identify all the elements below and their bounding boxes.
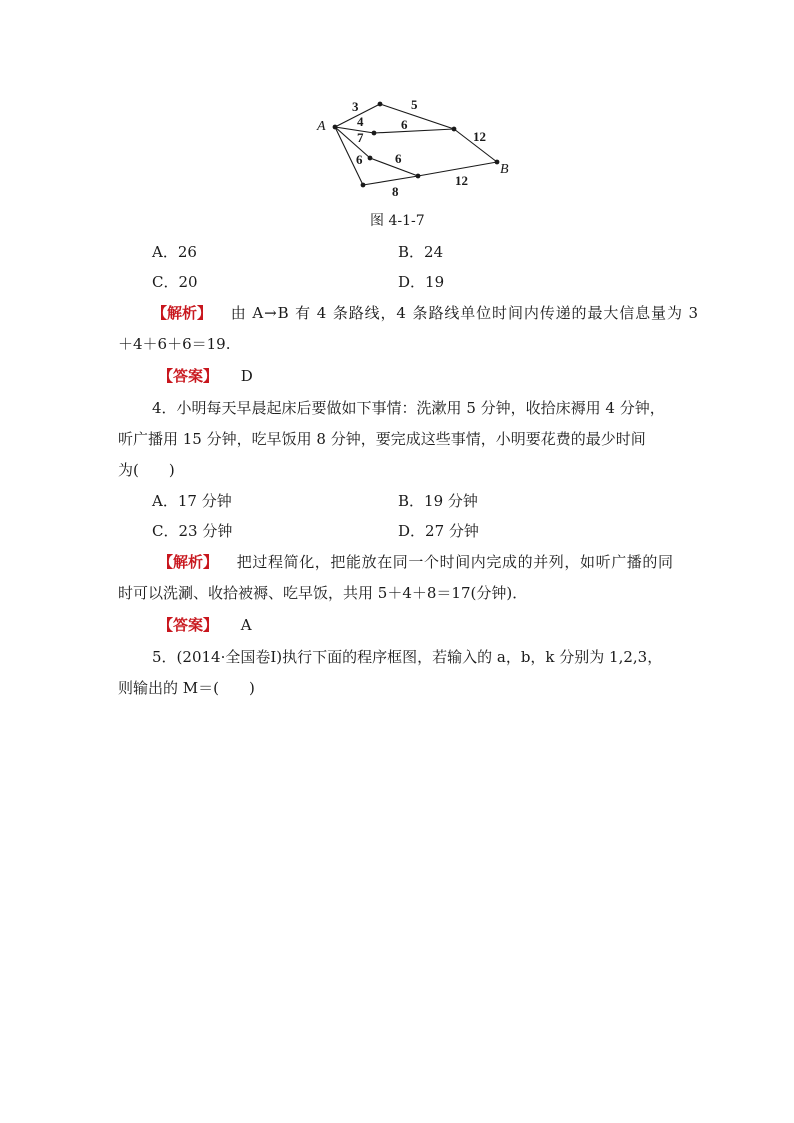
q3-analysis — [152, 303, 699, 323]
answer-tag: 【答案】 — [158, 367, 219, 385]
q4-answer — [158, 615, 252, 635]
q4-option-d: D．27 分钟 — [398, 522, 479, 540]
node-a — [333, 125, 338, 130]
node-top — [378, 102, 383, 107]
edge-label: 7 — [357, 130, 364, 145]
node-label-a: A — [317, 119, 326, 134]
edge-label: 3 — [352, 99, 359, 114]
node-low — [416, 174, 421, 179]
q4-option-b: B．19 分钟 — [398, 492, 478, 510]
edge-inner-low — [370, 158, 418, 176]
q4-analysis — [158, 552, 674, 572]
edge-label: 4 — [357, 114, 364, 129]
q4-option-c: C．23 分钟 — [152, 522, 233, 540]
q4-stem-line3: 为( ) — [118, 461, 175, 479]
edge-bottom-low — [363, 176, 418, 185]
edge-label: 6 — [356, 152, 363, 167]
q3-option-b: B．24 — [398, 243, 444, 261]
edge-label: 8 — [392, 184, 399, 199]
q4-stem-line2: 听广播用 15 分钟，吃早饭用 8 分钟，要完成这些事情，小明要花费的最少时间 — [118, 430, 646, 448]
edge-label: 12 — [455, 173, 468, 188]
node-label-b: B — [500, 162, 509, 177]
q3-answer — [158, 366, 253, 386]
answer-tag: 【答案】 — [158, 616, 219, 634]
q3-option-d: D．19 — [398, 273, 445, 291]
edge-label: 6 — [395, 151, 402, 166]
q5-stem-line2: 则输出的 M＝( ) — [118, 679, 255, 697]
q5-stem-line1: 5．(2014·全国卷Ⅰ)执行下面的程序框图，若输入的 a，b，k 分别为 1,2,3， — [152, 648, 663, 666]
q4-analysis-line2: 时可以洗涮、收拾被褥、吃早饭，共用 5＋4＋8＝17(分钟)． — [118, 584, 528, 602]
edge-label: 12 — [473, 129, 486, 144]
node-right — [452, 127, 457, 132]
figure-caption: 图 4-1-7 — [370, 213, 425, 229]
node-b — [495, 160, 500, 165]
network-graph-figure — [300, 90, 530, 205]
analysis-tag: 【解析】 — [158, 553, 219, 571]
q3-analysis-line2: ＋4＋6＋6＝19. — [118, 335, 231, 353]
q4-analysis-line1: 把过程简化，把能放在同一个时间内完成的并列，如听广播的同 — [236, 553, 674, 571]
q4-answer-value: A — [240, 616, 252, 634]
node-inner — [368, 156, 373, 161]
q3-analysis-line1: 由 A→B 有 4 条路线，4 条路线单位时间内传递的最大信息量为 3 — [230, 304, 699, 322]
analysis-tag: 【解析】 — [152, 304, 213, 322]
q3-answer-value: D — [240, 367, 253, 385]
node-bottom — [361, 183, 366, 188]
edge-mid-right — [374, 129, 454, 133]
q3-option-a: A．26 — [152, 243, 197, 261]
edge-label: 5 — [411, 97, 418, 112]
q3-option-c: C．20 — [152, 273, 198, 291]
q4-stem-line1: 4．小明每天早晨起床后要做如下事情：洗漱用 5 分钟，收拾床褥用 4 分钟， — [152, 399, 665, 417]
edge-label: 6 — [401, 117, 408, 132]
node-mid — [372, 131, 377, 136]
q4-option-a: A．17 分钟 — [152, 492, 232, 510]
